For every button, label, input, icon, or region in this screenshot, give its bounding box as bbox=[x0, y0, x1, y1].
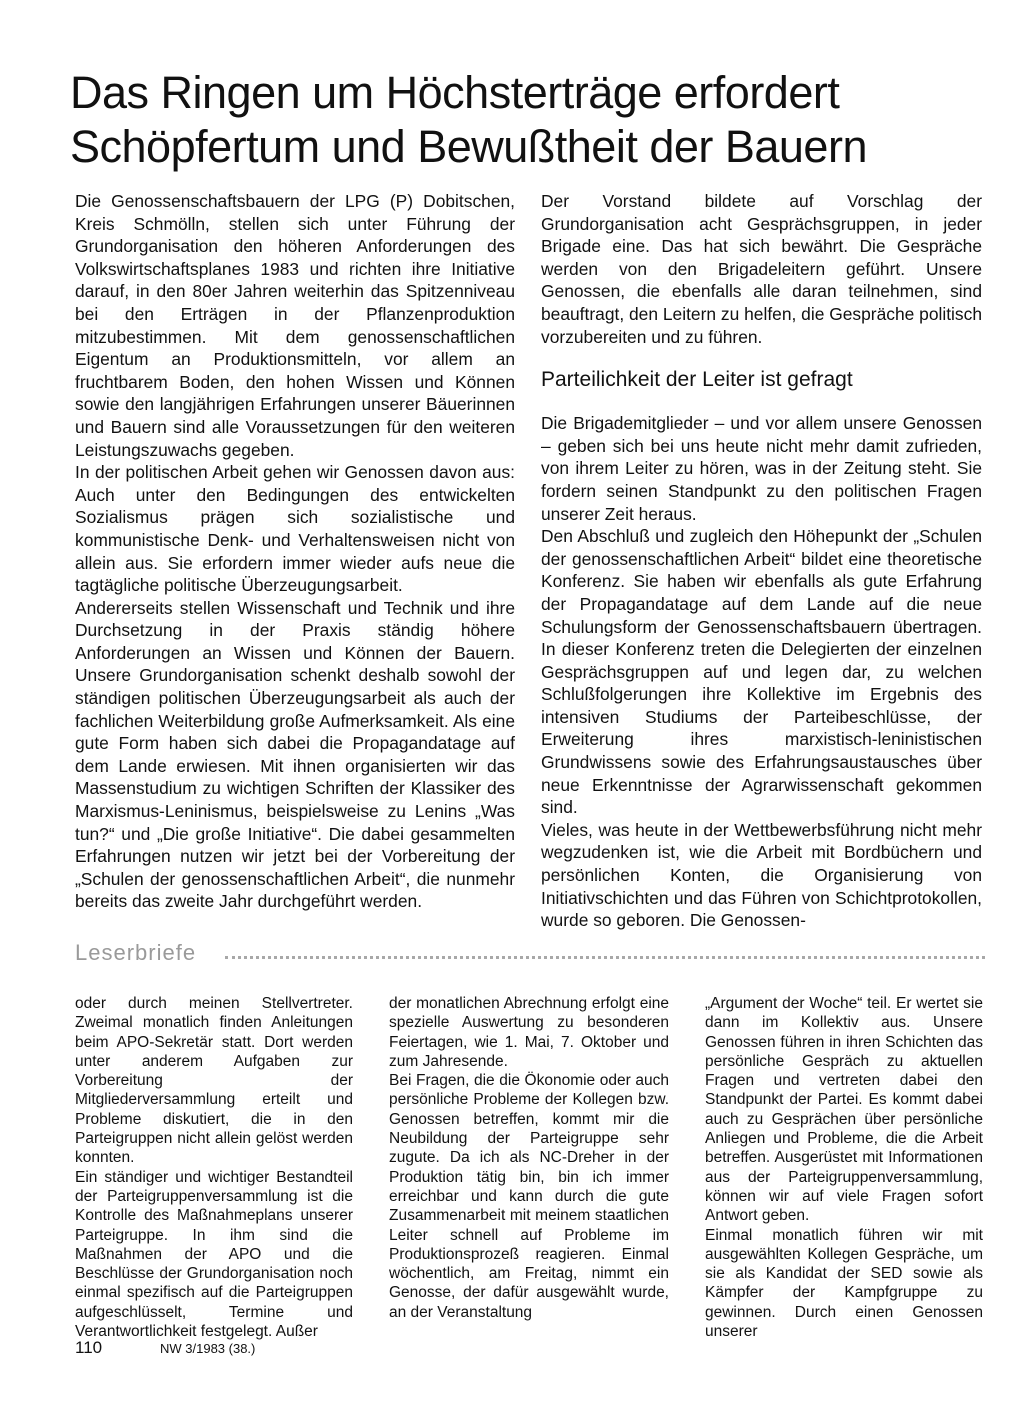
letters-column-2 bbox=[389, 994, 669, 1322]
letters-column-1 bbox=[75, 994, 353, 1341]
article-paragraph: Die Brigademitglieder – und vor allem unsere Genossen – geben sich bei uns heute nicht mehr damit zufrieden, von ihrem Leiter zu hören, was in der Zeitung steht. Sie fordern seinen Standpunkt zu den politischen Fragen unserer Zeit heraus. bbox=[541, 413, 982, 524]
article-column-left bbox=[75, 190, 515, 913]
letter-paragraph: oder durch meinen Stellvertreter. Zweimal monatlich finden Anleitungen beim APO-Sekretär statt. Dort werden unter anderem Aufgaben zur Vorbereitung der Mitgliederversammlung erteilt und Probleme diskutiert, die in den Parteigruppen nicht allein gelöst werden konnten. bbox=[75, 995, 353, 1167]
article-paragraph: Der Vorstand bildete auf Vorschlag der Grundorganisation acht Gesprächsgruppen, in jeder Brigade eine. Das hat sich bewährt. Die Gespräche werden von den Brigadeleitern geführt. Unsere Genossen, die ebenfalls alle daran teilnehmen, sind beauftragt, den Leitern zu helfen, die Gespräche politisch vorzubereiten und zu führen. bbox=[541, 191, 982, 347]
issue-reference: NW 3/1983 (38.) bbox=[160, 1341, 256, 1356]
article-column-right bbox=[541, 190, 982, 932]
letter-paragraph: Ein ständiger und wichtiger Bestandteil der Parteigruppenversammlung ist die Kontrolle des Maßnahmeplans unserer Parteigruppe. In ihm sind die Maßnahmen der APO und die Beschlüsse der Grundorganisation noch einmal spezifisch auf die Parteigruppen aufgeschlüsselt, Termine und Verantwortlichkeit festgelegt. Außer bbox=[75, 1168, 353, 1341]
page-number: 110 bbox=[75, 1338, 103, 1357]
letter-paragraph: der monatlichen Abrechnung erfolgt eine spezielle Auswertung zu besonderen Feiertagen, wie 1. Mai, 7. Oktober und zum Jahresende. bbox=[389, 995, 669, 1070]
section-divider bbox=[225, 956, 985, 959]
letters-column-3 bbox=[705, 994, 983, 1341]
article-paragraph: Andererseits stellen Wissenschaft und Technik und ihre Durchsetzung in der Praxis ständig höhere Anforderungen an Wissen und Können der Bauern. Unsere Grundorganisation schenkt deshalb sowohl der ständigen politischen Überzeugungsarbeit als auch der fachlichen Weiterbildung große Aufmerksamkeit. Als eine gute Form haben sich dabei die Propagandatage auf dem Lande erwiesen. Mit ihnen organisierten wir das Massenstudium zu wichtigen Schriften der Klassiker des Marxismus-Leninismus, beispielsweise zu Lenins „Was tun?“ und „Die große Initiative“. Die dabei gesammelten Erfahrungen nutzen wir jetzt bei der Vorbereitung der „Schulen der genossenschaftlichen Arbeit“, die nunmehr bereits das zweite Jahr durchgeführt werden. bbox=[75, 597, 515, 912]
letter-paragraph: „Argument der Woche“ teil. Er wertet sie dann im Kollektiv aus. Unsere Genossen führen in ihren Schichten das persönliche Gespräch zu aktuellen Fragen und vertreten dabei den Standpunkt der Partei. Es kommt dabei auch zu Gesprächen über persönliche Anliegen und Probleme, die die Arbeit betreffen. Ausgerüstet mit Informationen aus der Parteigruppenversammlung, können wir auf viele Fragen sofort Antwort geben. bbox=[705, 995, 983, 1225]
article-paragraph: Den Abschluß und zugleich den Höhepunkt der „Schulen der genossenschaftlichen Arbeit“ bildet eine theoretische Konferenz. Sie haben wir ebenfalls als gute Erfahrung der Propagandatage auf dem Lande auf die neue Schulungsform der Genossenschaftsbauern übertragen. In dieser Konferenz treten die Delegierten der einzelnen Gesprächsgruppen auf und legen dar, zu welchen Schlußfolgerungen ihre Kollektive im Ergebnis des intensiven Studiums der Parteibeschlüsse, der Erweiterung ihres marxistisch-leninistischen Grundwissens sowie des Erfahrungsaustausches über neue Erkenntnisse der Agrarwissenschaft gekommen sind. bbox=[541, 526, 982, 818]
section-label: Leserbriefe bbox=[75, 938, 206, 968]
article-paragraph: Die Genossenschaftsbauern der LPG (P) Dobitschen, Kreis Schmölln, stellen sich unter Führung der Grundorganisation den höheren Anforderungen des Volkswirtschaftsplanes 1983 und richten ihre Initiative darauf, in den 80er Jahren weiterhin das Spitzenniveau bei den Erträgen in der Pflanzenproduktion mitzubestimmen. Mit dem genossenschaftlichen Eigentum an Produktionsmitteln, vor allem an fruchtbarem Boden, den hohen Wissen und Können sowie den langjährigen Erfahrungen unserer Bäuerinnen und Bauern sind alle Voraussetzungen für den weiteren Leistungszuwachs gegeben. bbox=[75, 191, 515, 460]
letter-paragraph: Bei Fragen, die die Ökonomie oder auch persönliche Probleme der Kollegen bzw. Genossen betreffen, kommt mir die Neubildung der Parteigruppe sehr zugute. Da ich als NC-Dreher in der Produktion tätig bin, bin ich immer erreichbar und kann durch die gute Zusammenarbeit mit meinem staatlichen Leiter schnell auf Probleme im Produktionsprozeß reagieren. Einmal wöchentlich, am Freitag, nimmt ein Genosse, der dafür ausgewählt wurde, an der Veranstaltung bbox=[389, 1072, 669, 1321]
article-paragraph: Vieles, was heute in der Wettbewerbsführung nicht mehr wegzudenken ist, wie die Arbeit mit Bordbüchern und persönlichen Konten, die Organisierung von Initiativschichten und das Führen von Schichtprotokollen, wurde so geboren. Die Genossen- bbox=[541, 819, 982, 931]
letters-section-header bbox=[75, 938, 985, 972]
article-headline: Das Ringen um Höchsterträge erfordert Schöpfertum und Bewußtheit der Bauern bbox=[70, 67, 867, 172]
letter-paragraph: Einmal monatlich führen wir mit ausgewählten Kollegen Gespräche, um sie als Kandidat der SED sowie als Kämpfer der Kampfgruppe zu gewinnen. Durch einen Genossen unserer bbox=[705, 1226, 983, 1341]
article-subheading: Parteilichkeit der Leiter ist gefragt bbox=[541, 368, 853, 392]
article-paragraph: In der politischen Arbeit gehen wir Genossen davon aus: Auch unter den Bedingungen des entwickelten Sozialismus prägen sich sozialistische und kommunistische Denk- und Verhaltensweisen nicht von allein aus. Sie erfordern immer wieder aufs neue die tagtägliche politische Überzeugungsarbeit. bbox=[75, 462, 515, 596]
